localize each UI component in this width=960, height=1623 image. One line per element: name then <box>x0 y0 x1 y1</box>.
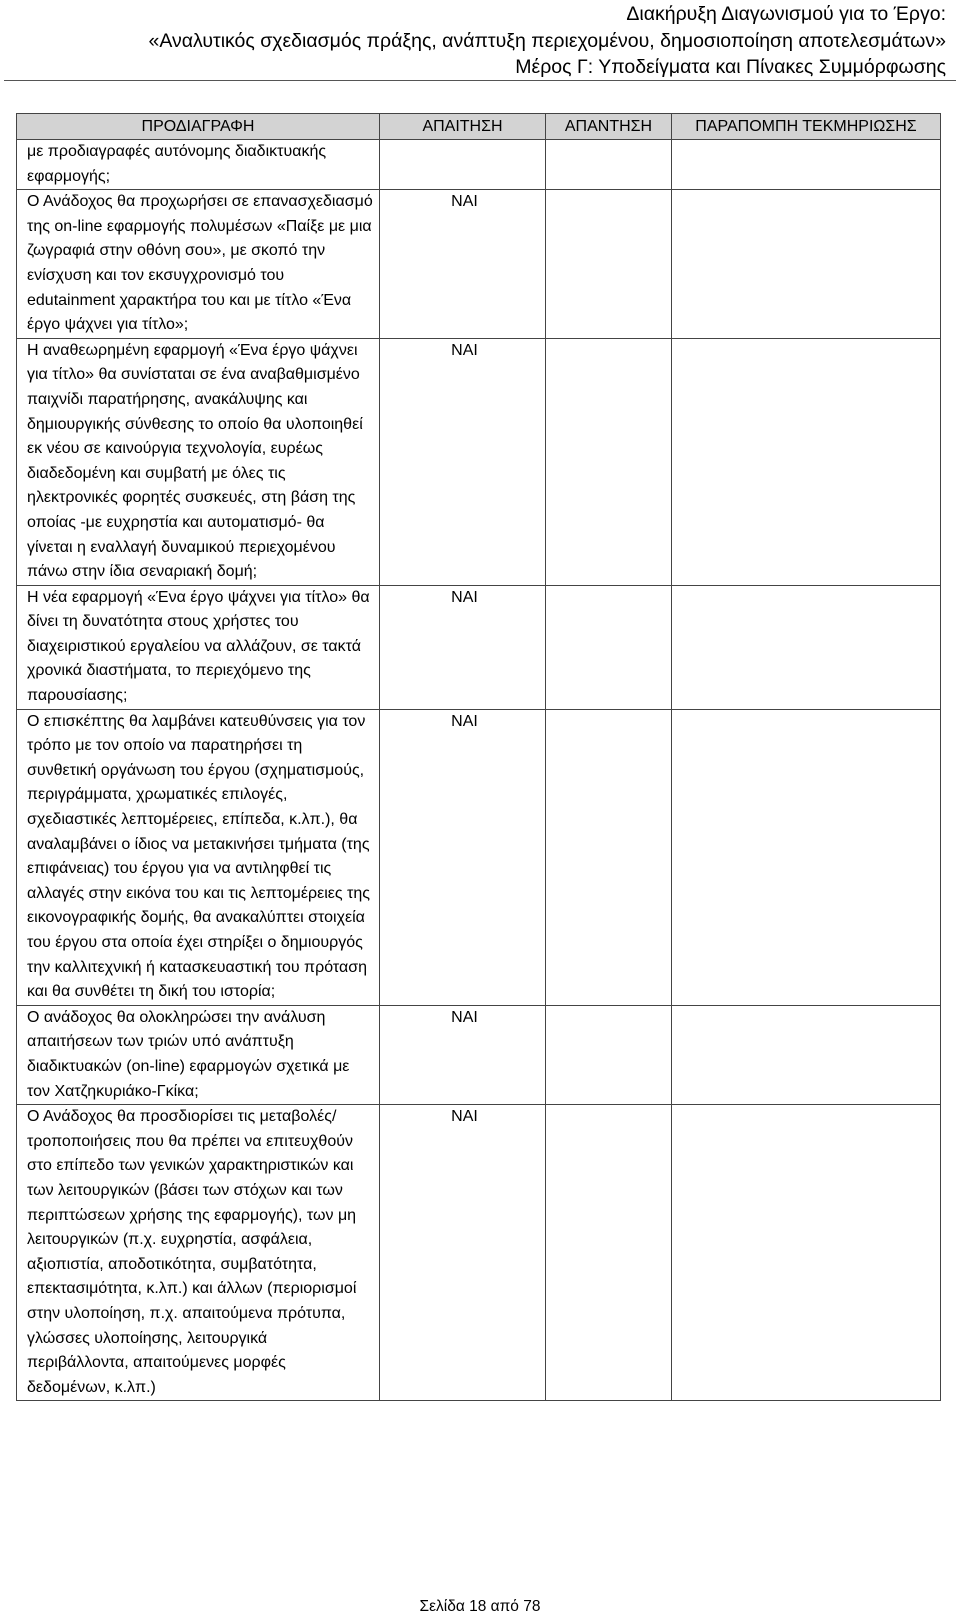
table-row <box>17 140 941 190</box>
column-header-requirement: ΑΠΑΙΤΗΣΗ <box>380 114 546 140</box>
reference-cell[interactable] <box>672 1005 941 1104</box>
reference-cell[interactable] <box>672 190 941 339</box>
page-number: Σελίδα 18 από 78 <box>419 1598 541 1615</box>
requirement-cell: ΝΑΙ <box>380 190 546 339</box>
requirement-cell: ΝΑΙ <box>380 709 546 1005</box>
spec-cell: με προδιαγραφές αυτόνομης διαδικτυακής εφαρμογής; <box>17 140 380 190</box>
header-section: Μέρος Γ: Υποδείγματα και Πίνακες Συμμόρφωσης <box>515 56 946 78</box>
table-row <box>17 585 941 709</box>
column-header-reference: ΠΑΡΑΠΟΜΠΗ ΤΕΚΜΗΡΙΩΣΗΣ <box>672 114 941 140</box>
requirement-cell: ΝΑΙ <box>380 585 546 709</box>
requirement-cell: ΝΑΙ <box>380 1105 546 1401</box>
response-cell[interactable] <box>546 140 672 190</box>
header-divider <box>4 80 956 81</box>
compliance-table <box>16 113 941 1401</box>
response-cell[interactable] <box>546 1005 672 1104</box>
spec-cell: Ο επισκέπτης θα λαμβάνει κατευθύνσεις για τον τρόπο με τον οποίο να παρατηρήσει τη συνθετική οργάνωση του έργου (σχηματισμούς, περιγράμματα, χρωματικές επιλογές, σχεδιαστικές λεπτομέρειες, επίπεδα, κ.λπ.), θα αναλαμβάνει ο ίδιος να μετακινήσει τμήματα (της επιφάνειας) του έργου για να αντιληφθεί τις αλλαγές στην εικόνα του και τις λεπτομέρειες της εικονογραφικής δομής, θα ανακαλύπτει στοιχεία του έργου στα οποία έχει στηρίξει ο δημιουργός την καλλιτεχνική ή κατασκευαστική του πρόταση και θα συνθέτει τη δική του ιστορία; <box>17 709 380 1005</box>
table-row <box>17 190 941 339</box>
spec-cell: Η νέα εφαρμογή «Ένα έργο ψάχνει για τίτλο» θα δίνει τη δυνατότητα στους χρήστες του διαχειριστικού εργαλείου να αλλάζουν, σε τακτά χρονικά διαστήματα, το περιεχόμενο της παρουσίασης; <box>17 585 380 709</box>
requirement-cell <box>380 140 546 190</box>
response-cell[interactable] <box>546 1105 672 1401</box>
reference-cell[interactable] <box>672 338 941 585</box>
header-title: Διακήρυξη Διαγωνισμού για το Έργο: <box>626 3 946 25</box>
reference-cell[interactable] <box>672 1105 941 1401</box>
response-cell[interactable] <box>546 190 672 339</box>
requirement-cell: ΝΑΙ <box>380 338 546 585</box>
document-header <box>6 0 946 81</box>
spec-cell: Ο Ανάδοχος θα προχωρήσει σε επανασχεδιασμό της on-line εφαρμογής πολυμέσων «Παίξε με μια ζωγραφιά στην οθόνη σου», με σκοπό την ενίσχυση και τον εκσυγχρονισμό του edutainment χαρακτήρα του και με τίτλο «Ένα έργο ψάχνει για τίτλο»; <box>17 190 380 339</box>
table-row <box>17 1105 941 1401</box>
response-cell[interactable] <box>546 338 672 585</box>
spec-cell: Η αναθεωρημένη εφαρμογή «Ένα έργο ψάχνει για τίτλο» θα συνίσταται σε ένα αναβαθμισμένο παιχνίδι παρατήρησης, ανακάλυψης και δημιουργικής σύνθεσης το οποίο θα υλοποιηθεί εκ νέου σε καινούργια τεχνολογία, ευρέως διαδεδομένη και συμβατή με όλες τις ηλεκτρονικές φορητές συσκευές, στη βάση της οποίας -με ευχρηστία και αυτοματισμό- θα γίνεται η εναλλαγή δυναμικού περιεχομένου πάνω στην ίδια σεναριακή δομή; <box>17 338 380 585</box>
table-header-row <box>17 114 941 140</box>
table-row <box>17 338 941 585</box>
spec-cell: Ο ανάδοχος θα ολοκληρώσει την ανάλυση απαιτήσεων των τριών υπό ανάπτυξη διαδικτυακών (on-line) εφαρμογών σχετικά με τον Χατζηκυριάκο-Γκίκα; <box>17 1005 380 1104</box>
table-row <box>17 709 941 1005</box>
column-header-response: ΑΠΑΝΤΗΣΗ <box>546 114 672 140</box>
reference-cell[interactable] <box>672 140 941 190</box>
requirement-cell: ΝΑΙ <box>380 1005 546 1104</box>
reference-cell[interactable] <box>672 585 941 709</box>
spec-cell: Ο Ανάδοχος θα προσδιορίσει τις μεταβολές/τροποποιήσεις που θα πρέπει να επιτευχθούν στο επίπεδο των γενικών χαρακτηριστικών και των λειτουργικών (βάσει των στόχων και των περιπτώσεων χρήσης της εφαρμογής), των μη λειτουργικών (π.χ. ευχρηστία, ασφάλεια, αξιοπιστία, αποδοτικότητα, συμβατότητα, επεκτασιμότητα, κ.λπ.) και άλλων (περιορισμοί στην υλοποίηση, π.χ. απαιτούμενα πρότυπα, γλώσσες υλοποίησης, λειτουργικά περιβάλλοντα, απαιτούμενες μορφές δεδομένων, κ.λπ.) <box>17 1105 380 1401</box>
table-row <box>17 1005 941 1104</box>
response-cell[interactable] <box>546 585 672 709</box>
reference-cell[interactable] <box>672 709 941 1005</box>
column-header-spec: ΠΡΟΔΙΑΓΡΑΦΗ <box>17 114 380 140</box>
response-cell[interactable] <box>546 709 672 1005</box>
header-project-name: «Αναλυτικός σχεδιασμός πράξης, ανάπτυξη περιεχομένου, δημοσιοποίηση αποτελεσμάτων» <box>148 29 946 52</box>
